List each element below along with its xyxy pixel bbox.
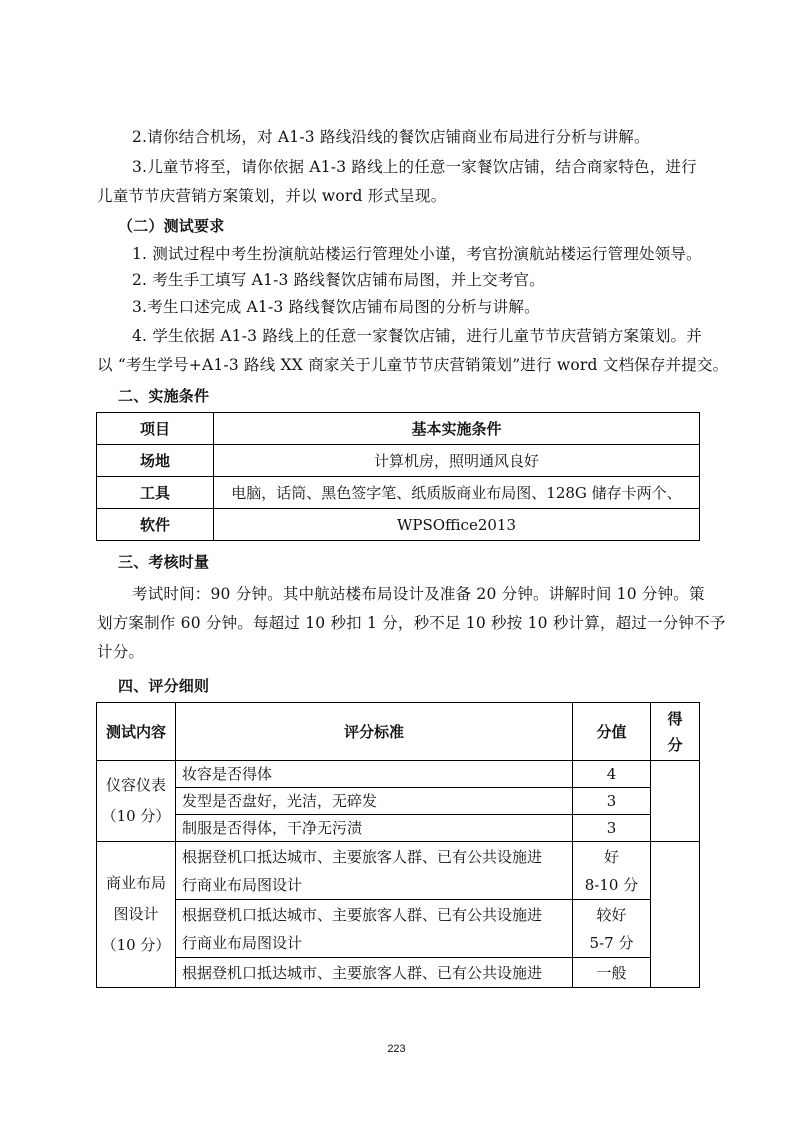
criteria-line: 根据登机口抵达城市、主要旅客人群、已有公共设施进 [182,847,543,866]
header-criteria: 评分标准 [176,703,573,761]
score-cell [651,842,700,988]
criteria-cell [176,842,573,900]
table-row [97,842,700,900]
criteria-line: 根据登机口抵达城市、主要旅客人群、已有公共设施进 [182,905,543,924]
points-cell [573,900,651,958]
requirement-3: 3.考生口述完成 A1-3 路线餐饮店铺布局图的分析与讲解。 [132,298,540,316]
row-value: 电脑，话筒、黑色签字笔、纸质版商业布局图、128G 储存卡两个、 [214,477,700,509]
criteria-cell [176,900,573,958]
criteria-cell: 妆容是否得体 [176,761,573,788]
group-label-line: 图设计 [113,905,159,923]
table-header-row [97,703,700,761]
score-cell [651,761,700,842]
section-heading-time: 三、考核时量 [118,553,210,571]
paragraph-item-3-line-2: 儿童节节庆营销方案策划，并以 word 形式呈现。 [97,187,447,205]
points-cell: 3 [573,815,651,842]
table-row [97,445,700,477]
group-label-line: （10 分） [101,936,171,954]
group-layout-label [97,842,176,988]
table-row [97,761,700,788]
header-score [651,703,700,761]
table-row [97,900,700,958]
header-item: 项目 [97,413,214,445]
points-cell: 3 [573,788,651,815]
paragraph-item-2: 2.请你结合机场，对 A1-3 路线沿线的餐饮店铺商业布局进行分析与讲解。 [132,128,650,146]
page-number: 223 [387,1043,406,1055]
points-line: 好 [603,847,619,866]
group-label-line: （10 分） [101,807,171,825]
header-test-content: 测试内容 [97,703,176,761]
paragraph-item-3-line-1: 3.儿童节将至，请你依据 A1-3 路线上的任意一家餐饮店铺，结合商家特色，进行 [132,158,697,176]
table-header-row [97,413,700,445]
header-score-line-1: 得 [667,709,683,728]
points-line: 较好 [596,905,627,924]
row-value: 计算机房，照明通风良好 [214,445,700,477]
row-value: WPSOffice2013 [214,509,700,541]
conditions-table [96,412,700,541]
points-line: 5-7 分 [589,933,634,952]
points-cell [573,842,651,900]
section-heading-test-requirements: （二）测试要求 [118,217,225,235]
requirement-2: 2. 考生手工填写 A1-3 路线餐饮店铺布局图，并上交考官。 [132,271,545,289]
section-heading-conditions: 二、实施条件 [118,387,210,405]
group-label-line: 仪容仪表 [105,776,166,794]
section-heading-scoring: 四、评分细则 [118,677,210,695]
group-appearance-label [97,761,176,842]
points-cell: 4 [573,761,651,788]
row-item: 软件 [97,509,214,541]
group-label-line: 商业布局 [105,874,166,892]
criteria-line: 行商业布局图设计 [182,933,303,952]
criteria-cell: 制服是否得体，干净无污渍 [176,815,573,842]
table-row [97,958,700,988]
time-line-1: 考试时间：90 分钟。其中航站楼布局设计及准备 20 分钟。讲解时间 10 分钟。策 [132,585,705,603]
time-line-2: 划方案制作 60 分钟。每超过 10 秒扣 1 分，秒不足 10 秒按 10 秒计算，超过一分钟不予 [97,614,726,632]
header-conditions: 基本实施条件 [214,413,700,445]
requirement-4-line-2: 以 “考生学号+A1-3 路线 XX 商家关于儿童节节庆营销策划”进行 word 文档保存并提交。 [97,356,729,374]
row-item: 场地 [97,445,214,477]
table-row [97,788,700,815]
time-line-3: 计分。 [97,643,145,661]
criteria-cell: 根据登机口抵达城市、主要旅客人群、已有公共设施进 [176,958,573,988]
row-item: 工具 [97,477,214,509]
table-row [97,509,700,541]
criteria-line: 行商业布局图设计 [182,875,303,894]
header-score-line-2: 分 [667,735,683,754]
header-points: 分值 [573,703,651,761]
requirement-1: 1. 测试过程中考生扮演航站楼运行管理处小谨，考官扮演航站楼运行管理处领导。 [132,245,702,263]
points-cell: 一般 [573,958,651,988]
table-row [97,477,700,509]
table-row [97,815,700,842]
points-line: 8-10 分 [584,875,639,894]
criteria-cell: 发型是否盘好，光洁，无碎发 [176,788,573,815]
requirement-4-line-1: 4. 学生依据 A1-3 路线上的任意一家餐饮店铺，进行儿童节节庆营销方案策划。并 [132,327,702,345]
scoring-table [96,702,700,988]
